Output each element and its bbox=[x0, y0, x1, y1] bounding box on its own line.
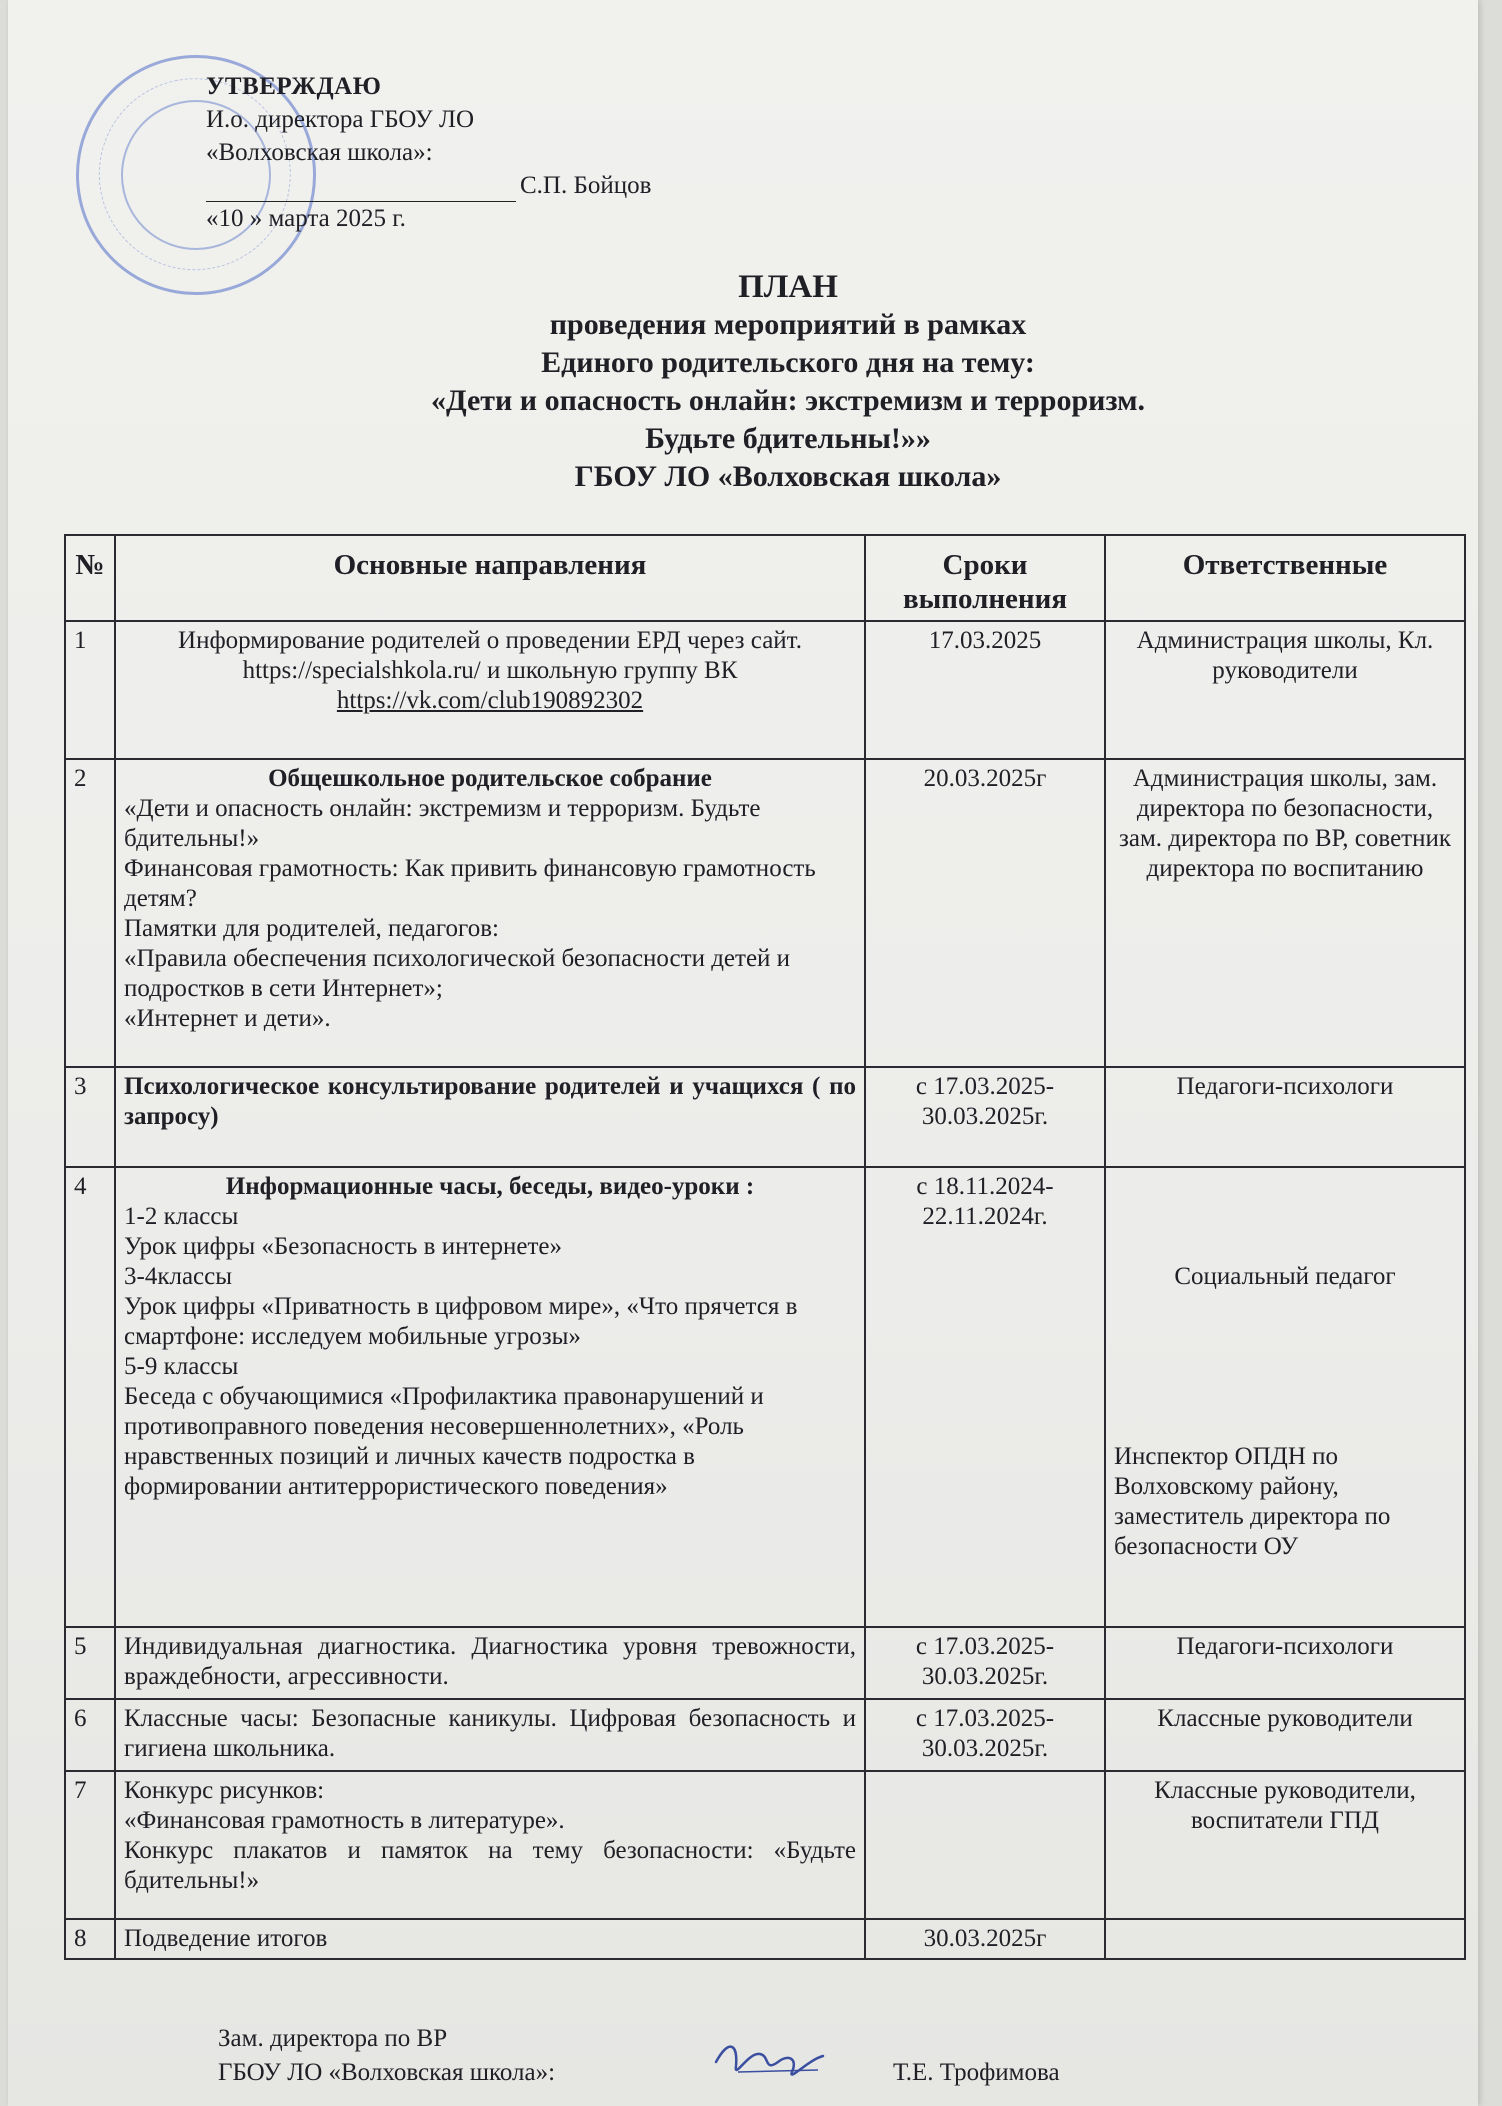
title-line-3: Единого родительского дня на тему: bbox=[541, 346, 1035, 379]
row-responsible: Классные руководители, воспитатели ГПД bbox=[1105, 1771, 1465, 1919]
row-content: Классные часы: Безопасные каникулы. Цифровая безопасность и гигиена школьника. bbox=[115, 1699, 865, 1771]
row-date: с 17.03.2025-30.03.2025г. bbox=[865, 1627, 1105, 1699]
approval-date: «10 » марта 2025 г. bbox=[206, 205, 406, 232]
footer-position: Зам. директора по ВР bbox=[218, 2025, 448, 2052]
row-date: с 17.03.2025-30.03.2025г. bbox=[865, 1067, 1105, 1167]
title-line-4: «Дети и опасность онлайн: экстремизм и терроризм. bbox=[430, 384, 1146, 417]
content-heading: Общешкольное родительское собрание bbox=[268, 765, 712, 792]
title-line-6: ГБОУ ЛО «Волховская школа» bbox=[574, 460, 1002, 493]
row-date: 20.03.2025г bbox=[865, 759, 1105, 1067]
row-number: 8 bbox=[65, 1919, 115, 1959]
group-link[interactable]: https://vk.com/club190892302 bbox=[336, 687, 644, 714]
footer-organization: ГБОУ ЛО «Волховская школа»: bbox=[218, 2059, 556, 2086]
row-number: 6 bbox=[65, 1699, 115, 1771]
row-number: 2 bbox=[65, 759, 115, 1067]
row-date: 30.03.2025г bbox=[865, 1919, 1105, 1959]
content-line: «Дети и опасность онлайн: экстремизм и терроризм. Будьте бдительны!» bbox=[124, 795, 761, 852]
row-responsible: Классные руководители bbox=[1105, 1699, 1465, 1771]
content-line: Конкурс плакатов и памяток на тему безопасности: «Будьте бдительны!» bbox=[124, 1837, 856, 1894]
table-row bbox=[65, 1067, 1465, 1167]
row-responsible bbox=[1105, 1919, 1465, 1959]
row-responsible bbox=[1105, 1167, 1465, 1627]
document-title bbox=[308, 268, 1268, 496]
content-heading: Информационные часы, беседы, видео-уроки : bbox=[225, 1173, 755, 1200]
table-header-row bbox=[65, 535, 1465, 621]
row-responsible: Администрация школы, зам. директора по безопасности, зам. директора по ВР, советник директора по воспитанию bbox=[1105, 759, 1465, 1067]
row-date: 17.03.2025 bbox=[865, 621, 1105, 759]
document-sheet bbox=[8, 0, 1478, 2106]
row-content: Подведение итогов bbox=[115, 1919, 865, 1959]
column-header: № bbox=[65, 535, 115, 621]
table-row bbox=[65, 1771, 1465, 1919]
signature-icon bbox=[708, 2032, 828, 2092]
row-responsible: Педагоги-психологи bbox=[1105, 1067, 1465, 1167]
row-responsible: Администрация школы, Кл. руководители bbox=[1105, 621, 1465, 759]
footer-block bbox=[218, 2022, 1060, 2090]
row-number: 7 bbox=[65, 1771, 115, 1919]
column-header: Сроки выполнения bbox=[865, 535, 1105, 621]
plan-table bbox=[64, 534, 1466, 1960]
column-header: Основные направления bbox=[115, 535, 865, 621]
table-row bbox=[65, 759, 1465, 1067]
responsible-line: Социальный педагог bbox=[1174, 1263, 1396, 1290]
row-content bbox=[115, 759, 865, 1067]
content-line: Урок цифры «Безопасность в интернете» bbox=[124, 1233, 562, 1260]
content-line: 1-2 классы bbox=[124, 1203, 239, 1230]
approval-signer: С.П. Бойцов bbox=[520, 172, 652, 199]
table-row bbox=[65, 1627, 1465, 1699]
row-date: с 17.03.2025-30.03.2025г. bbox=[865, 1699, 1105, 1771]
row-content: Психологическое консультирование родителей и учащихся ( по запросу) bbox=[115, 1067, 865, 1167]
row-date bbox=[865, 1771, 1105, 1919]
content-line: Беседа с обучающимися «Профилактика правонарушений и противоправного поведения несовершеннолетних», «Роль нравственных позиций и личных качеств подростка в формировании антитеррористического поведения» bbox=[124, 1383, 764, 1500]
approval-block bbox=[206, 70, 651, 235]
content-line: Памятки для родителей, педагогов: bbox=[124, 915, 499, 942]
row-content bbox=[115, 621, 865, 759]
row-number: 5 bbox=[65, 1627, 115, 1699]
content-line: Конкурс рисунков: bbox=[124, 1777, 325, 1804]
content-line: «Интернет и дети». bbox=[124, 1005, 331, 1032]
row-number: 1 bbox=[65, 621, 115, 759]
row-responsible: Педагоги-психологи bbox=[1105, 1627, 1465, 1699]
table-row bbox=[65, 1919, 1465, 1959]
table-row bbox=[65, 1167, 1465, 1627]
table-row bbox=[65, 1699, 1465, 1771]
content-line: 5-9 классы bbox=[124, 1353, 239, 1380]
row-number: 4 bbox=[65, 1167, 115, 1627]
table-row bbox=[65, 621, 1465, 759]
approval-heading: УТВЕРЖДАЮ bbox=[206, 73, 382, 100]
content-line: 3-4классы bbox=[124, 1263, 233, 1290]
row-number: 3 bbox=[65, 1067, 115, 1167]
approval-signature-line bbox=[206, 169, 651, 202]
content-line: Информирование родителей о проведении ЕРД через сайт. https://specialshkola.ru/ и школьную группу ВК bbox=[178, 627, 802, 684]
content-line: Урок цифры «Приватность в цифровом мире», «Что прячется в смартфоне: исследуем мобильные угрозы» bbox=[124, 1293, 798, 1350]
content-line: «Финансовая грамотность в литературе». bbox=[124, 1807, 565, 1834]
content-line: Финансовая грамотность: Как привить финансовую грамотность детям? bbox=[124, 855, 816, 912]
responsible-line: Инспектор ОПДН по Волховскому району, заместитель директора по безопасности ОУ bbox=[1114, 1443, 1391, 1560]
row-date: с 18.11.2024-22.11.2024г. bbox=[865, 1167, 1105, 1627]
approval-organization: «Волховская школа»: bbox=[206, 139, 433, 166]
row-content bbox=[115, 1167, 865, 1627]
row-content: Индивидуальная диагностика. Диагностика уровня тревожности, враждебности, агрессивности. bbox=[115, 1627, 865, 1699]
title-line-1: ПЛАН bbox=[738, 269, 838, 305]
row-content bbox=[115, 1771, 865, 1919]
column-header: Ответственные bbox=[1105, 535, 1465, 621]
content-line: «Правила обеспечения психологической безопасности детей и подростков в сети Интернет»; bbox=[124, 945, 791, 1002]
footer-signer: Т.Е. Трофимова bbox=[893, 2059, 1060, 2086]
title-line-2: проведения мероприятий в рамках bbox=[549, 308, 1027, 341]
title-line-5: Будьте бдительны!»» bbox=[645, 422, 931, 455]
approval-position: И.о. директора ГБОУ ЛО bbox=[206, 106, 475, 133]
